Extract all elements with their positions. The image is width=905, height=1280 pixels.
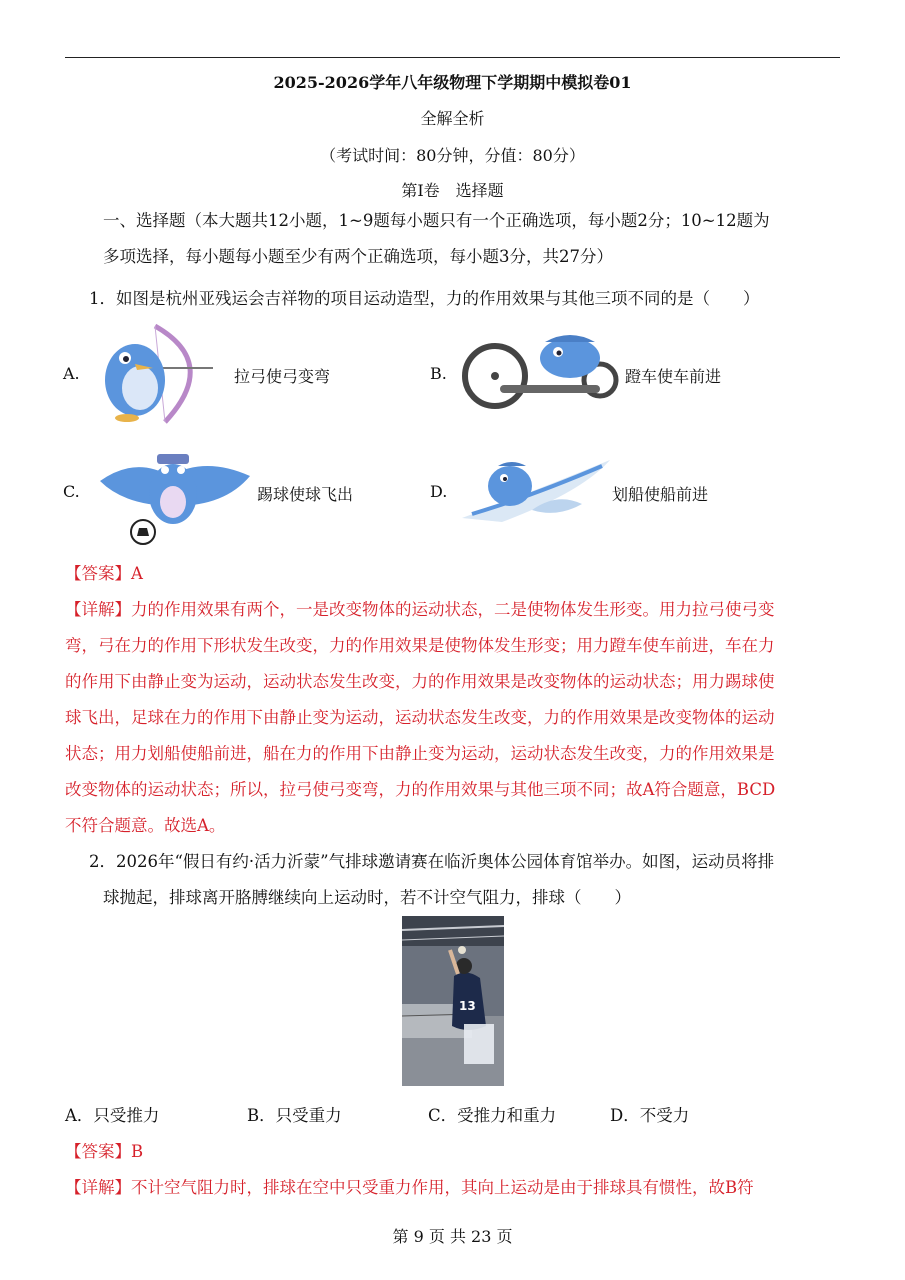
q1-option-d-text: 划船使船前进 bbox=[612, 485, 709, 504]
q1-detail-text-1: 力的作用效果有两个，一是改变物体的运动状态，二是使物体发生形变。用力拉弓使弓变 bbox=[131, 600, 775, 619]
q1-option-a-text: 拉弓使弓变弯 bbox=[234, 367, 331, 386]
exam-info: （考试时间：80分钟，分值：80分） bbox=[320, 146, 585, 165]
q1-detail-tag: 【详解】 bbox=[65, 600, 131, 619]
page-footer: 第 9 页 共 23 页 bbox=[392, 1227, 513, 1246]
instructions-line-2: 多项选择，每小题每小题至少有两个正确选项，每小题3分，共27分） bbox=[103, 247, 613, 266]
archery-mascot-image bbox=[95, 318, 225, 426]
q2-option-c: C．受推力和重力 bbox=[428, 1106, 557, 1125]
q1-option-d-letter: D. bbox=[430, 482, 448, 501]
q1-detail-line-4: 球飞出，足球在力的作用下由静止变为运动，运动状态发生改变，力的作用效果是改变物体的运动 bbox=[65, 708, 775, 727]
q1-option-b-letter: B. bbox=[430, 364, 447, 383]
q1-detail-line-6: 改变物体的运动状态；所以，拉弓使弓变弯，力的作用效果与其他三项不同；故A符合题意，BCD bbox=[65, 780, 776, 799]
q1-detail-line-3: 的作用下由静止变为运动，运动状态发生改变，力的作用效果是改变物体的运动状态；用力踢球使 bbox=[65, 672, 775, 691]
q1-detail-line-7: 不符合题意。故选A。 bbox=[65, 816, 226, 835]
instructions-line-1: 一、选择题（本大题共12小题，1~9题每小题只有一个正确选项，每小题2分；10~12题为 bbox=[103, 211, 770, 230]
q1-detail-line-5: 状态；用力划船使船前进，船在力的作用下由静止变为运动，运动状态发生改变，力的作用效果是 bbox=[65, 744, 775, 763]
page-subtitle: 全解全析 bbox=[420, 109, 485, 128]
section-heading: 第Ⅰ卷 选择题 bbox=[401, 181, 504, 200]
rowing-mascot-image bbox=[462, 452, 612, 528]
q2-stem-line-1: 2．2026年“假日有约·活力沂蒙”气排球邀请赛在临沂奥体公园体育馆举办。如图，运动员将排 bbox=[89, 852, 775, 871]
q2-answer-tag: 【答案】 bbox=[65, 1142, 131, 1161]
q1-stem: 1．如图是杭州亚残运会吉祥物的项目运动造型，力的作用效果与其他三项不同的是（ ） bbox=[89, 289, 760, 308]
q1-option-c-letter: C. bbox=[63, 482, 80, 501]
cycling-mascot-image bbox=[460, 330, 620, 414]
q2-detail-tag: 【详解】 bbox=[65, 1178, 131, 1197]
q2-answer bbox=[65, 1138, 143, 1162]
q1-option-c-text: 踢球使球飞出 bbox=[257, 485, 354, 504]
q2-option-a: A．只受推力 bbox=[65, 1106, 160, 1125]
page-title: 2025-2026学年八年级物理下学期期中模拟卷01 bbox=[273, 73, 632, 92]
q2-answer-value: B bbox=[131, 1142, 144, 1161]
q1-option-a-letter: A. bbox=[63, 364, 80, 383]
volleyball-photo bbox=[402, 916, 504, 1086]
q1-answer-value: A bbox=[131, 564, 143, 583]
q1-option-b-text: 蹬车使车前进 bbox=[625, 367, 722, 386]
q2-stem-line-2: 球抛起，排球离开胳膊继续向上运动时，若不计空气阻力，排球（ ） bbox=[103, 888, 631, 907]
q1-answer-tag: 【答案】 bbox=[65, 564, 131, 583]
q1-answer bbox=[65, 560, 143, 584]
q1-detail-line-2: 弯，弓在力的作用下形状发生改变，力的作用效果是使物体发生形变；用力蹬车使车前进，车在力 bbox=[65, 636, 775, 655]
q2-option-b: B．只受重力 bbox=[247, 1106, 342, 1125]
football-mascot-image bbox=[95, 436, 255, 546]
q2-detail-text: 不计空气阻力时，排球在空中只受重力作用，其向上运动是由于排球具有惯性，故B符 bbox=[131, 1178, 754, 1197]
header-rule bbox=[65, 57, 840, 58]
q2-detail-line bbox=[65, 1174, 754, 1198]
jersey-number: 13 bbox=[459, 999, 476, 1013]
q2-option-d: D．不受力 bbox=[610, 1106, 690, 1125]
q1-detail-line-1 bbox=[65, 596, 775, 620]
